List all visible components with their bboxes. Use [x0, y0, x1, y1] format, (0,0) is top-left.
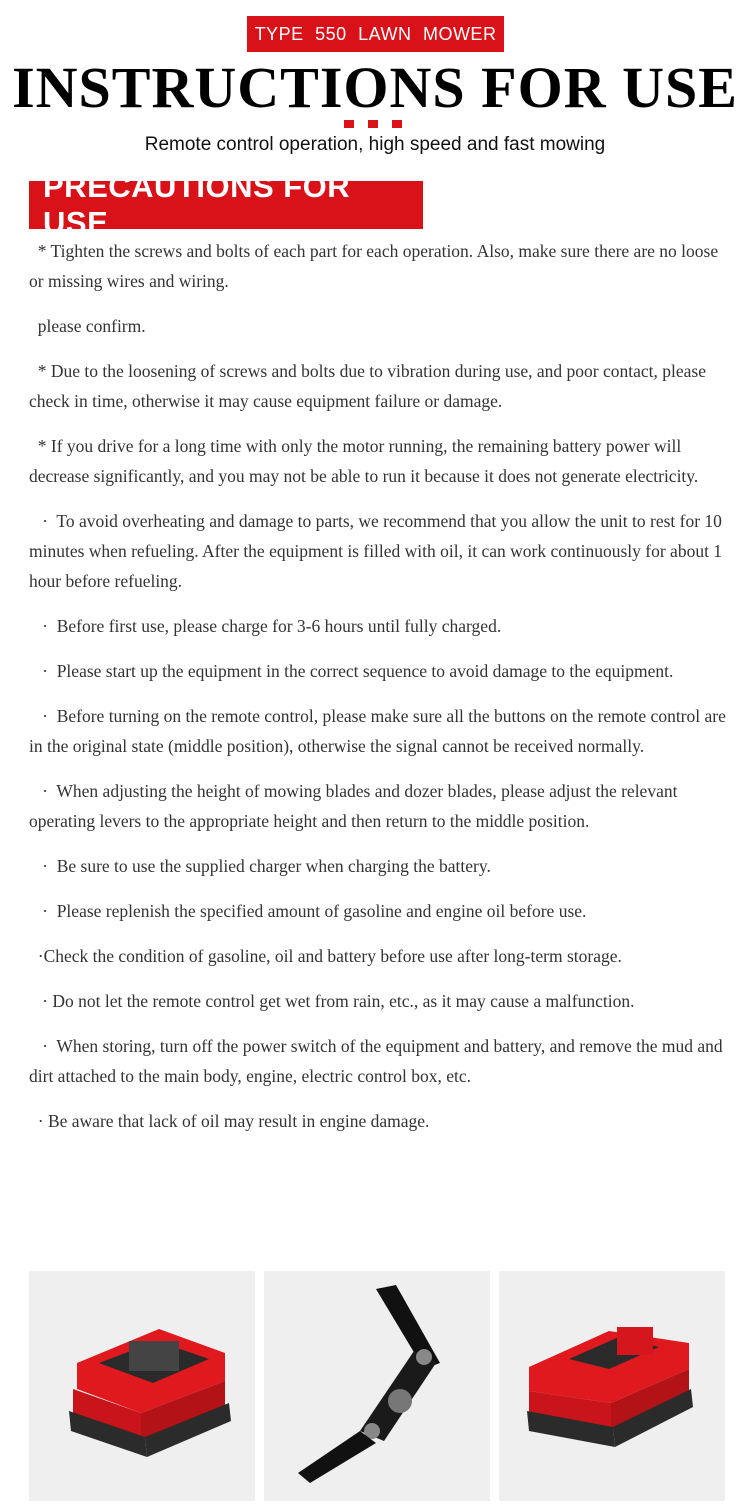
list-item: * If you drive for a long time with only the motor running, the remaining battery power will decrease significantly, and you may not be able to run it because it does not generate electricity. [29, 436, 699, 486]
list-item: · Please start up the equipment in the correct sequence to avoid damage to the equipment. [29, 661, 674, 681]
list-item: · Before first use, please charge for 3-6 hours until fully charged. [29, 616, 502, 636]
product-type-tag: TYPE 550 LAWN MOWER [247, 16, 504, 52]
page-title: INSTRUCTIONS FOR USE [12, 55, 738, 120]
title-decoration-dots [344, 120, 402, 128]
mower-front-photo [29, 1271, 255, 1501]
section-heading: PRECAUTIONS FOR USE [29, 181, 423, 229]
mower-illustration [499, 1271, 725, 1501]
list-item: · To avoid overheating and damage to parts, we recommend that you allow the unit to rest for 10 minutes when refueling. After the equipment is filled with oil, it can work continuously for about 1 hour before refueling. [29, 511, 727, 591]
page-subtitle: Remote control operation, high speed and fast mowing [144, 134, 606, 155]
list-item: · Please replenish the specified amount of gasoline and engine oil before use. [29, 901, 587, 921]
list-item: · Be aware that lack of oil may result in engine damage. [29, 1111, 430, 1131]
list-item: · When adjusting the height of mowing blades and dozer blades, please adjust the relevant operating levers to the appropriate height and then return to the middle position. [29, 781, 682, 831]
list-item: · When storing, turn off the power switch of the equipment and battery, and remove the mud and dirt attached to the main body, engine, electric control box, etc. [29, 1036, 728, 1086]
list-item: · Do not let the remote control get wet from rain, etc., as it may cause a malfunction. [29, 991, 635, 1011]
list-item: ·Check the condition of gasoline, oil and battery before use after long-term storage. [29, 946, 622, 966]
product-gallery [29, 1271, 725, 1501]
list-item: * Due to the loosening of screws and bolts due to vibration during use, and poor contact, please check in time, otherwise it may cause equipment failure or damage. [29, 361, 711, 411]
list-item: · Be sure to use the supplied charger when charging the battery. [29, 856, 491, 876]
mower-illustration [29, 1271, 255, 1501]
mower-blade-photo [264, 1271, 490, 1501]
precautions-list [29, 236, 729, 1151]
list-item: please confirm. [29, 316, 146, 336]
list-item: · Before turning on the remote control, please make sure all the buttons on the remote control are in the original state (middle position), otherwise the signal cannot be received normally. [29, 706, 731, 756]
list-item: * Tighten the screws and bolts of each part for each operation. Also, make sure there are no loose or missing wires and wiring. [29, 241, 723, 291]
mower-side-photo [499, 1271, 725, 1501]
blade-illustration [264, 1271, 490, 1501]
